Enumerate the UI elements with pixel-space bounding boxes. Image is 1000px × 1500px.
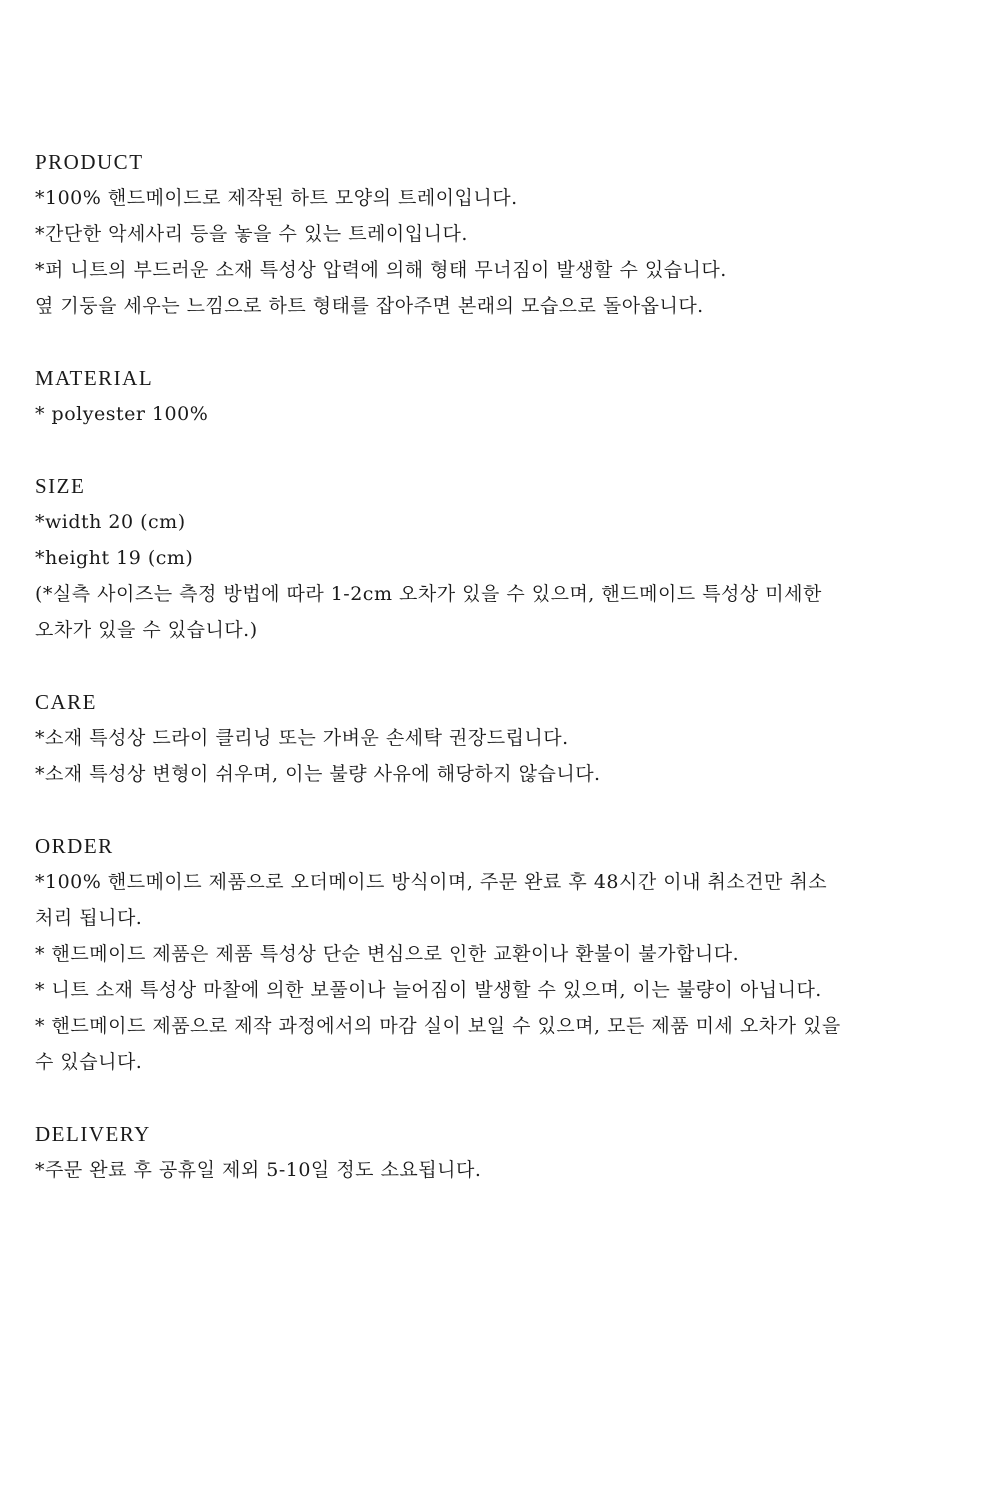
- care-line-1: *소재 특성상 드라이 클리닝 또는 가벼운 손세탁 권장드립니다.: [35, 727, 569, 749]
- section-product: [35, 144, 965, 324]
- size-line-4: 오차가 있을 수 있습니다.): [35, 619, 258, 641]
- order-line-1: *100% 핸드메이드 제품으로 오더메이드 방식이며, 주문 완료 후 48시간 이내 취소건만 취소: [35, 871, 828, 893]
- section-title-size: SIZE: [35, 474, 86, 498]
- product-line-2: *간단한 악세사리 등을 놓을 수 있는 트레이입니다.: [35, 223, 468, 245]
- product-line-4: 옆 기둥을 세우는 느낌으로 하트 형태를 잡아주면 본래의 모습으로 돌아옵니다.: [35, 295, 704, 317]
- section-size: [35, 468, 965, 648]
- section-title-care: CARE: [35, 690, 98, 714]
- section-delivery: [35, 1116, 965, 1188]
- order-line-2: 처리 됩니다.: [35, 907, 143, 929]
- order-line-3: * 핸드메이드 제품은 제품 특성상 단순 변심으로 인한 교환이나 환불이 불가합니다.: [35, 943, 740, 965]
- order-line-4: * 니트 소재 특성상 마찰에 의한 보풀이나 늘어짐이 발생할 수 있으며, 이는 불량이 아닙니다.: [35, 979, 822, 1001]
- section-order: [35, 828, 965, 1080]
- size-line-2: *height 19 (cm): [35, 547, 194, 569]
- size-line-1: *width 20 (cm): [35, 511, 186, 533]
- section-title-material: MATERIAL: [35, 366, 154, 390]
- section-title-order: ORDER: [35, 834, 114, 858]
- order-line-6: 수 있습니다.: [35, 1051, 143, 1073]
- order-line-5: * 핸드메이드 제품으로 제작 과정에서의 마감 실이 보일 수 있으며, 모든 제품 미세 오차가 있을: [35, 1015, 841, 1037]
- product-info-document: [35, 144, 965, 1224]
- section-care: [35, 684, 965, 792]
- section-title-product: PRODUCT: [35, 150, 144, 174]
- material-line-1: * polyester 100%: [35, 403, 209, 425]
- product-line-3: *퍼 니트의 부드러운 소재 특성상 압력에 의해 형태 무너짐이 발생할 수 있습니다.: [35, 259, 727, 281]
- care-line-2: *소재 특성상 변형이 쉬우며, 이는 불량 사유에 해당하지 않습니다.: [35, 763, 601, 785]
- section-material: [35, 360, 965, 432]
- section-title-delivery: DELIVERY: [35, 1122, 151, 1146]
- size-line-3: (*실측 사이즈는 측정 방법에 따라 1-2cm 오차가 있을 수 있으며, 핸드메이드 특성상 미세한: [35, 583, 822, 605]
- product-line-1: *100% 핸드메이드로 제작된 하트 모양의 트레이입니다.: [35, 187, 518, 209]
- delivery-line-1: *주문 완료 후 공휴일 제외 5-10일 정도 소요됩니다.: [35, 1159, 482, 1181]
